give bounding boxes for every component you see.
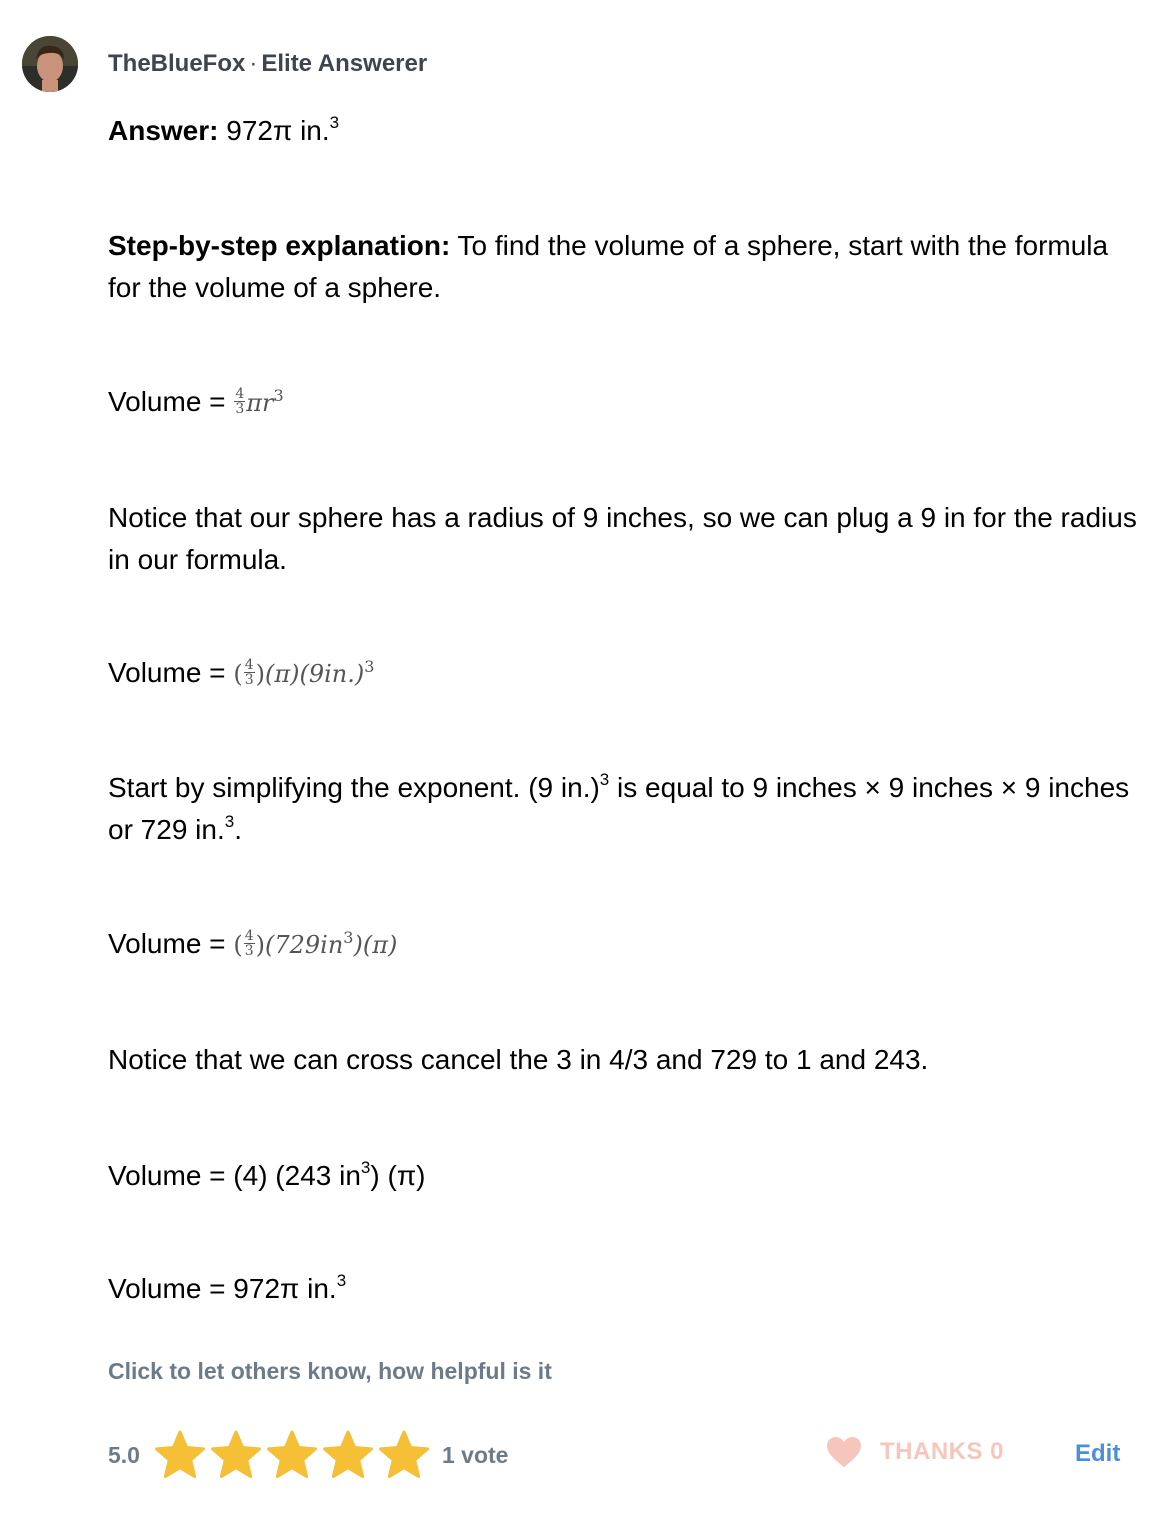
paren-open: ( xyxy=(233,660,243,688)
formula2-pi: (π) xyxy=(264,660,300,688)
vote-count: 1 vote xyxy=(441,1441,509,1468)
formula3-tail: )(π) xyxy=(353,931,398,959)
author-rank: Elite Answerer xyxy=(261,50,428,77)
notice-cancel: Notice that we can cross cancel the 3 in 4/3 and 729 to 1 and 243. xyxy=(108,1044,929,1075)
formula1-body: πr xyxy=(246,389,274,417)
formula3-exponent: 3 xyxy=(343,928,354,947)
formula-cancelled xyxy=(108,1155,1138,1197)
formula1-prefix: Volume = xyxy=(108,386,234,417)
simplify-exponent-1: 3 xyxy=(599,769,610,789)
fraction-denominator: 3 xyxy=(244,943,254,959)
rating-score: 5.0 xyxy=(108,1441,140,1468)
formula-volume xyxy=(108,381,1138,427)
fraction xyxy=(244,929,255,958)
avatar[interactable] xyxy=(22,36,78,92)
fraction xyxy=(244,658,255,687)
formula3-prefix: Volume = xyxy=(108,928,234,959)
paren-close: ) xyxy=(255,931,265,959)
step-text: To find the volume of a sphere, start with the formula for the volume of a sphere. xyxy=(108,230,1109,303)
edit-link[interactable]: Edit xyxy=(1075,1440,1121,1467)
notice-radius: Notice that our sphere has a radius of 9 inches, so we can plug a 9 in for the radius in our formula. xyxy=(108,502,1137,575)
formula4-exponent: 3 xyxy=(360,1157,371,1177)
step-explanation xyxy=(108,225,1138,309)
formula-simplified xyxy=(108,923,1138,969)
star-icon[interactable] xyxy=(266,1430,318,1480)
result-exponent: 3 xyxy=(336,1270,347,1290)
step-label: Step-by-step explanation: xyxy=(108,230,451,261)
paren-open: ( xyxy=(233,931,243,959)
formula3-math xyxy=(233,928,398,959)
formula-substituted xyxy=(108,652,1138,698)
formula2-math xyxy=(233,657,375,688)
formula3-mid: (729in xyxy=(264,931,344,959)
formula2-base: (9in.) xyxy=(299,660,365,688)
heart-icon xyxy=(826,1436,862,1468)
formula2-prefix: Volume = xyxy=(108,657,234,688)
rating-stars xyxy=(154,1430,430,1480)
simplify-exponent-2: 3 xyxy=(224,811,235,831)
formula1-exponent: 3 xyxy=(273,386,284,405)
rating-bar xyxy=(108,1430,508,1480)
paren-close: ) xyxy=(255,660,265,688)
result-text: Volume = 972π in. xyxy=(108,1273,337,1304)
answer-exponent: 3 xyxy=(329,112,340,132)
fraction xyxy=(234,387,245,416)
fraction-denominator: 3 xyxy=(244,672,254,688)
fraction-numerator: 4 xyxy=(235,386,245,402)
formula2-exponent: 3 xyxy=(364,657,375,676)
thanks-label: THANKS 0 xyxy=(880,1438,1005,1465)
star-icon[interactable] xyxy=(378,1430,430,1480)
author-name[interactable]: TheBlueFox xyxy=(108,50,246,77)
simplify-mid: is equal to 9 inches × 9 inches × 9 inches or 729 in. xyxy=(108,772,1130,845)
answer-label: Answer: xyxy=(108,115,219,146)
author-separator: · xyxy=(249,50,258,77)
fraction-denominator: 3 xyxy=(235,401,245,417)
formula4-pre: Volume = (4) (243 in xyxy=(108,1160,361,1191)
star-icon[interactable] xyxy=(210,1430,262,1480)
simplify-exponent xyxy=(108,767,1138,851)
answer-line xyxy=(108,110,1138,152)
fraction-numerator: 4 xyxy=(244,928,254,944)
answer-value: 972π in. xyxy=(226,115,330,146)
star-icon[interactable] xyxy=(322,1430,374,1480)
author-line xyxy=(108,50,427,78)
formula-result xyxy=(108,1268,1138,1310)
rating-prompt: Click to let others know, how helpful is it xyxy=(108,1358,552,1384)
simplify-end: . xyxy=(234,814,242,845)
thanks-button[interactable] xyxy=(826,1436,1004,1468)
fraction-numerator: 4 xyxy=(244,657,254,673)
formula1-math xyxy=(233,386,284,417)
simplify-pre: Start by simplifying the exponent. (9 in.) xyxy=(108,772,600,803)
star-icon[interactable] xyxy=(154,1430,206,1480)
formula4-post: ) (π) xyxy=(370,1160,426,1191)
